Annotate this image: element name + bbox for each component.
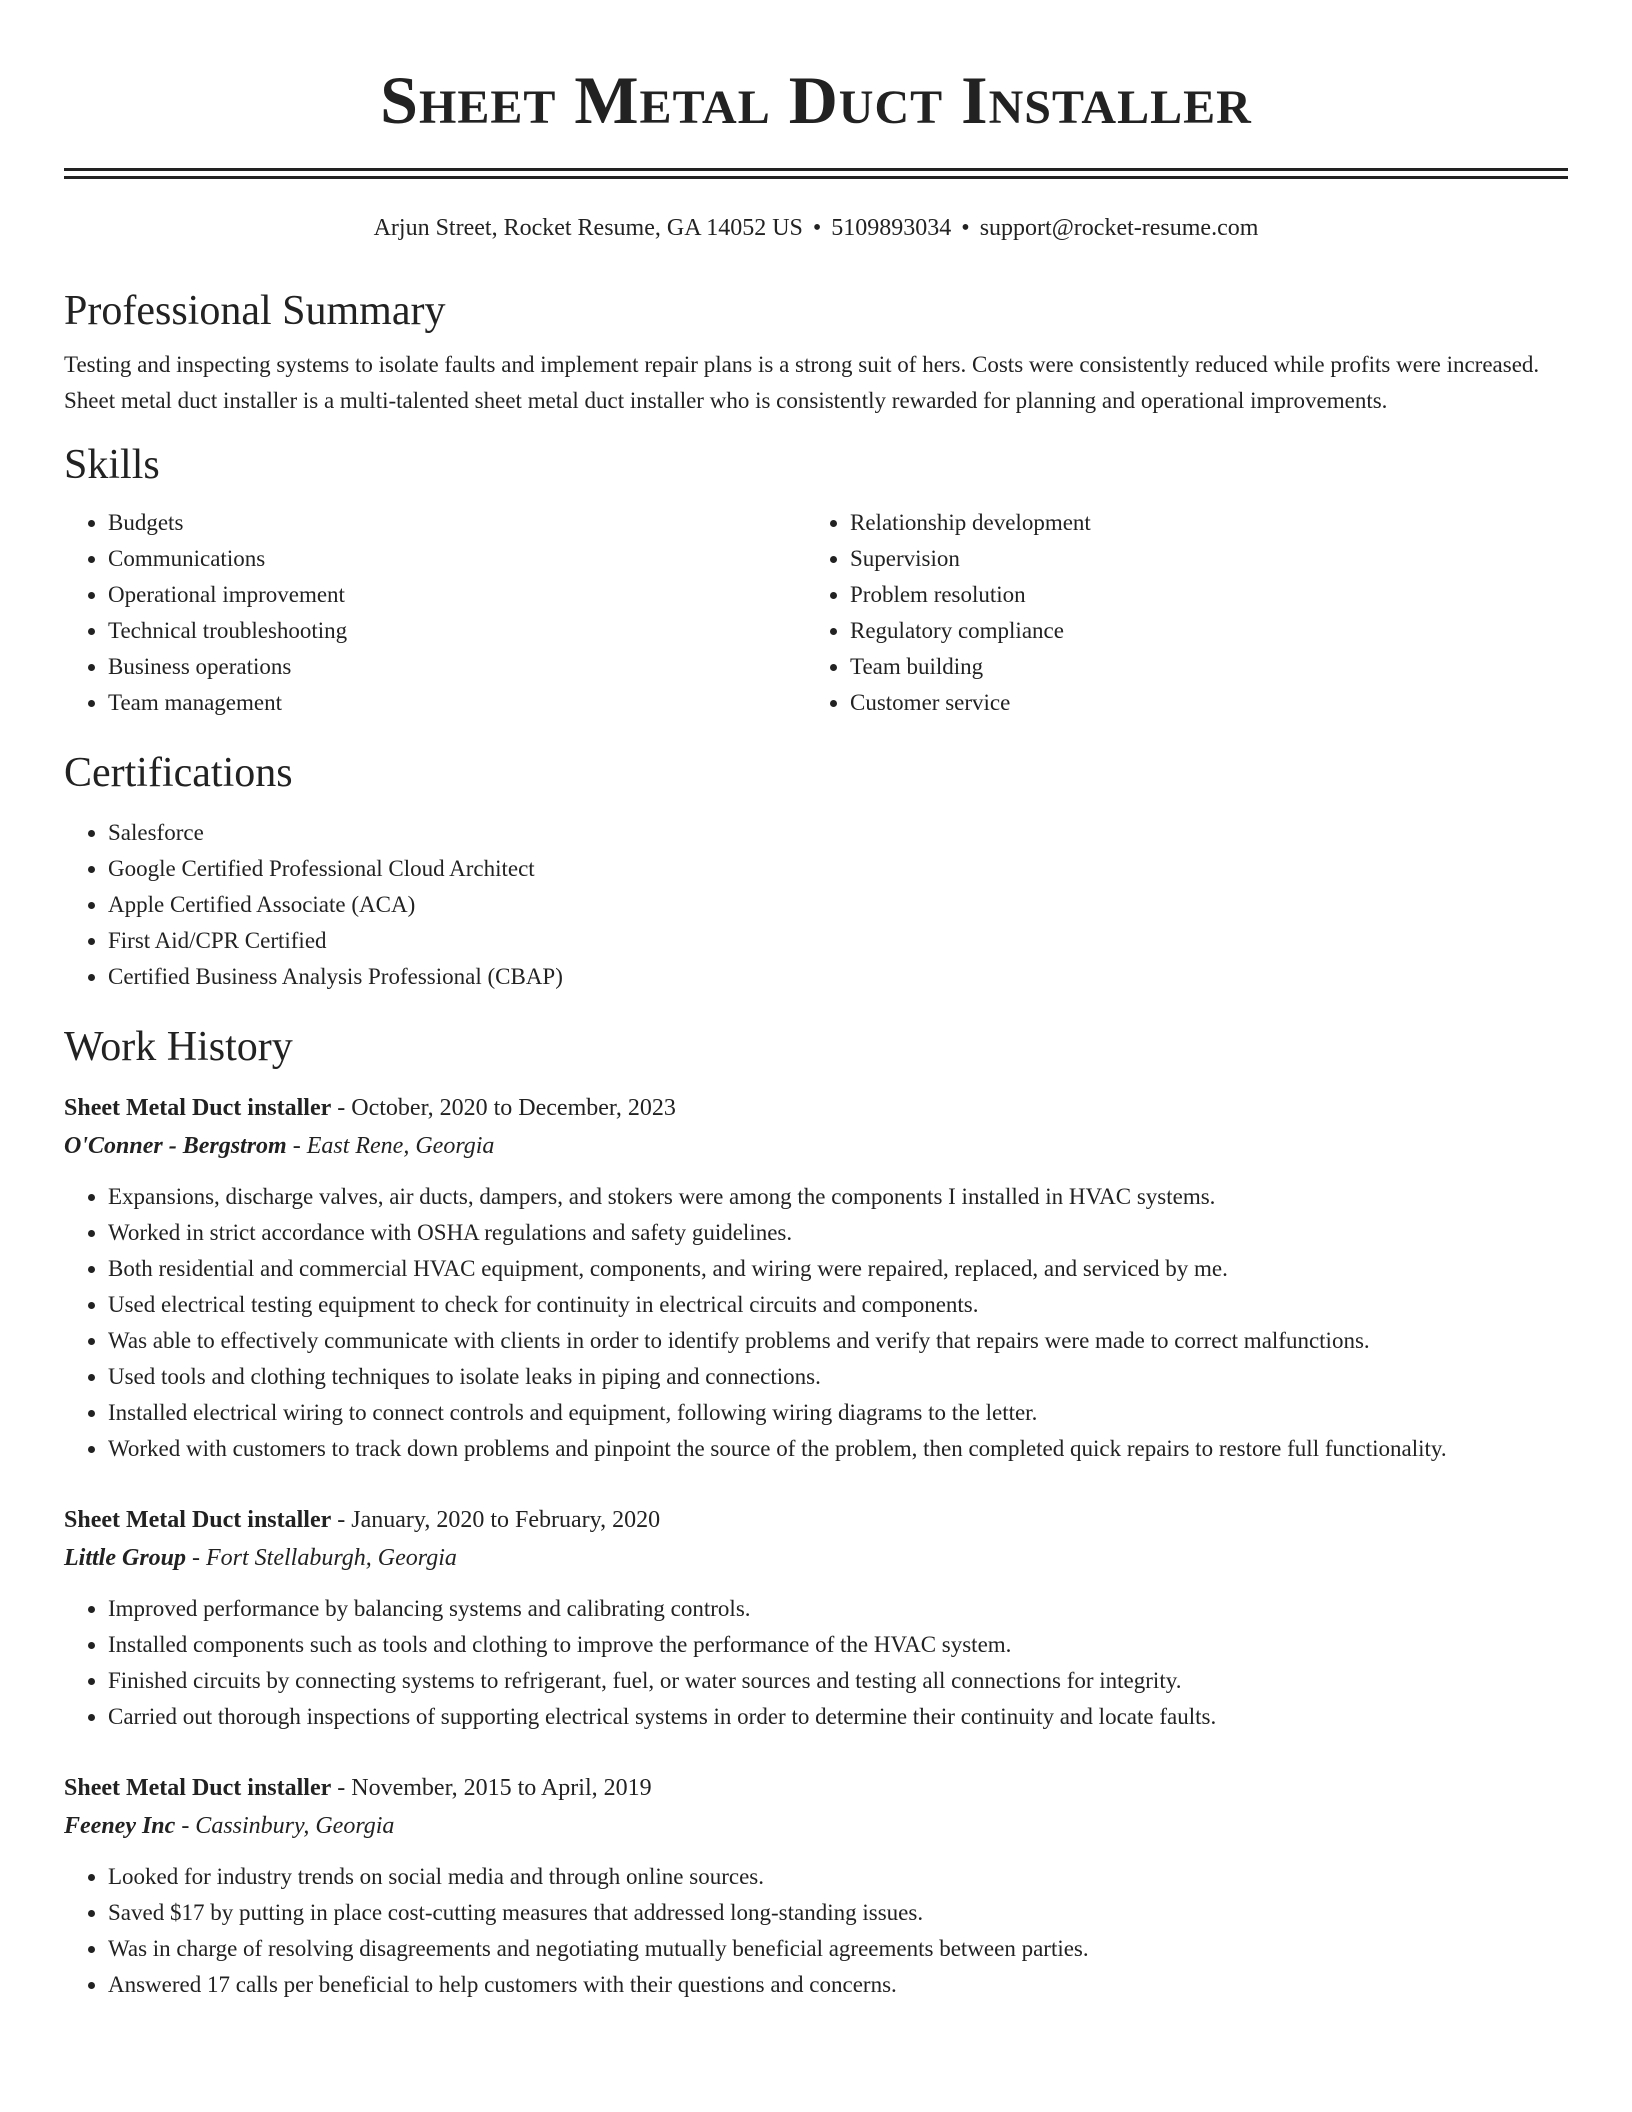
job-company-line (64, 1539, 1568, 1577)
skill-item: • Technical troubleshooting (108, 613, 806, 649)
job-company: O'Conner - Bergstrom (64, 1133, 287, 1159)
job-bullet: • Improved performance by balancing systems and calibrating controls. (108, 1591, 1568, 1627)
certification-item: • First Aid/CPR Certified (108, 923, 1568, 959)
skills-column-left (64, 505, 806, 721)
job-bullet: • Installed components such as tools and clothing to improve the performance of the HVAC system. (108, 1627, 1568, 1663)
summary-text: Testing and inspecting systems to isolate faults and implement repair plans is a strong suit of hers. Costs were consistently reduced while profits were increased. Sheet metal duct installer is a multi-talented sheet metal duct installer who is consistently rewarded for planning and operational improvements. (64, 352, 1540, 413)
job-entry (64, 1769, 1568, 2003)
job-role: Sheet Metal Duct installer (64, 1507, 332, 1533)
skill-item: • Team management (108, 685, 806, 721)
job-company: Little Group (64, 1545, 187, 1571)
job-company-line (64, 1807, 1568, 1845)
skill-item: • Operational improvement (108, 577, 806, 613)
certification-item: • Salesforce (108, 815, 1568, 851)
resume-title: Sheet Metal Duct Installer (380, 62, 1252, 138)
job-bullets (64, 1179, 1568, 1467)
job-location: - Cassinbury, Georgia (175, 1813, 395, 1839)
summary-heading: Professional Summary (64, 288, 446, 334)
job-title-line (64, 1089, 1568, 1127)
job-bullets (64, 1591, 1568, 1735)
certifications-list (64, 815, 1568, 995)
skills-columns (64, 505, 1568, 721)
job-bullet: • Installed electrical wiring to connect controls and equipment, following wiring diagrams to the letter. (108, 1395, 1568, 1431)
skills-column-right (806, 505, 1548, 721)
job-role: Sheet Metal Duct installer (64, 1775, 332, 1801)
job-bullet: • Looked for industry trends on social media and through online sources. (108, 1859, 1568, 1895)
skill-item: • Communications (108, 541, 806, 577)
job-role: Sheet Metal Duct installer (64, 1095, 332, 1121)
job-location: - Fort Stellaburgh, Georgia (186, 1545, 457, 1571)
certification-item: • Google Certified Professional Cloud Architect (108, 851, 1568, 887)
job-bullet: • Used tools and clothing techniques to isolate leaks in piping and connections. (108, 1359, 1568, 1395)
job-bullet: • Was able to effectively communicate with clients in order to identify problems and verify that repairs were made to correct malfunctions. (108, 1323, 1568, 1359)
job-bullet: • Was in charge of resolving disagreements and negotiating mutually beneficial agreements between parties. (108, 1931, 1568, 1967)
job-bullet: • Answered 17 calls per beneficial to help customers with their questions and concerns. (108, 1967, 1568, 2003)
job-bullet: • Carried out thorough inspections of supporting electrical systems in order to determine their continuity and locate faults. (108, 1699, 1568, 1735)
job-bullet: • Worked in strict accordance with OSHA regulations and safety guidelines. (108, 1215, 1568, 1251)
skills-heading: Skills (64, 442, 160, 488)
contact-address: Arjun Street, Rocket Resume, GA 14052 US (373, 215, 803, 241)
work-history-heading: Work History (64, 1024, 293, 1070)
contact-email: support@rocket-resume.com (979, 215, 1259, 241)
job-entry (64, 1089, 1568, 1467)
contact-phone: 5109893034 (831, 215, 952, 241)
skill-item: • Supervision (850, 541, 1548, 577)
job-bullet: • Both residential and commercial HVAC equipment, components, and wiring were repaired, replaced, and serviced by me. (108, 1251, 1568, 1287)
certifications-heading: Certifications (64, 750, 293, 796)
job-bullet: • Saved $17 by putting in place cost-cutting measures that addressed long-standing issues. (108, 1895, 1568, 1931)
job-dates: - November, 2015 to April, 2019 (331, 1775, 652, 1801)
contact-separator: • (961, 215, 970, 241)
contact-line (64, 213, 1568, 243)
skill-item: • Relationship development (850, 505, 1548, 541)
skill-item: • Problem resolution (850, 577, 1548, 613)
job-dates: - January, 2020 to February, 2020 (331, 1507, 661, 1533)
job-title-line (64, 1769, 1568, 1807)
job-bullets (64, 1859, 1568, 2003)
skill-item: • Budgets (108, 505, 806, 541)
job-bullet: • Used electrical testing equipment to check for continuity in electrical circuits and components. (108, 1287, 1568, 1323)
job-company: Feeney Inc (64, 1813, 176, 1839)
job-entry (64, 1501, 1568, 1735)
job-location: - East Rene, Georgia (286, 1133, 495, 1159)
certification-item: • Certified Business Analysis Professional (CBAP) (108, 959, 1568, 995)
skill-item: • Regulatory compliance (850, 613, 1548, 649)
job-bullet: • Finished circuits by connecting systems to refrigerant, fuel, or water sources and testing all connections for integrity. (108, 1663, 1568, 1699)
skill-item: • Team building (850, 649, 1548, 685)
job-bullet: • Worked with customers to track down problems and pinpoint the source of the problem, then completed quick repairs to restore full functionality. (108, 1431, 1568, 1467)
job-bullet: • Expansions, discharge valves, air ducts, dampers, and stokers were among the components I installed in HVAC systems. (108, 1179, 1568, 1215)
title-double-rule (64, 168, 1568, 179)
job-company-line (64, 1127, 1568, 1165)
certification-item: • Apple Certified Associate (ACA) (108, 887, 1568, 923)
job-dates: - October, 2020 to December, 2023 (331, 1095, 676, 1121)
skill-item: • Business operations (108, 649, 806, 685)
contact-separator: • (812, 215, 822, 241)
skill-item: • Customer service (850, 685, 1548, 721)
job-title-line (64, 1501, 1568, 1539)
skills-list-right (806, 505, 1548, 721)
skills-list-left (64, 505, 806, 721)
